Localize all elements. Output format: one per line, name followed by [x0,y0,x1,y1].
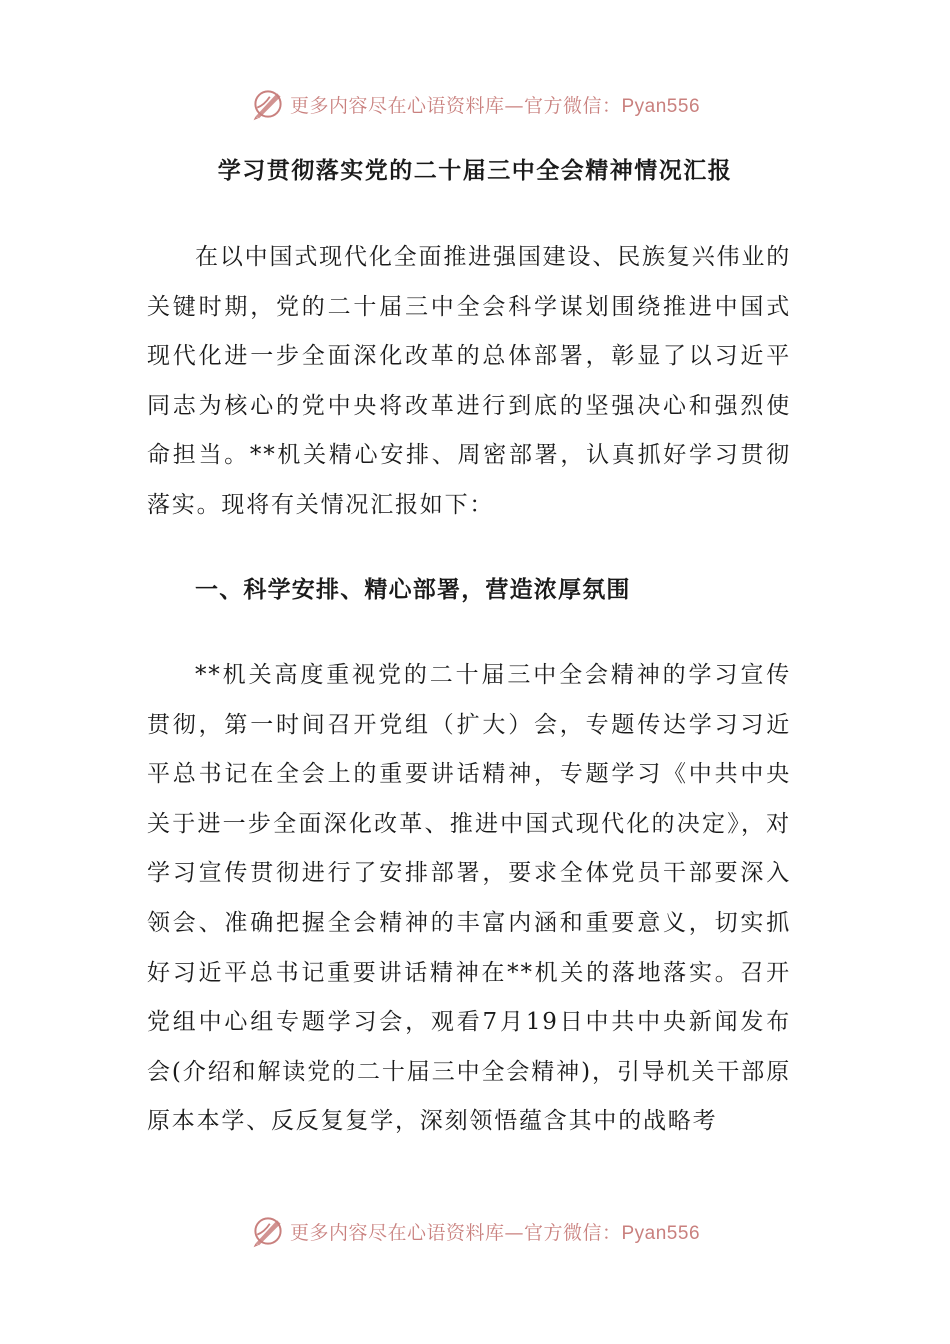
watermark-banner-top [0,84,950,124]
pen-logo-icon [250,1213,286,1249]
watermark-banner-bottom [0,1211,950,1251]
document-title: 学习贯彻落实党的二十届三中全会精神情况汇报 [217,158,733,184]
paragraph-section-1: **机关高度重视党的二十届三中全会精神的学习宣传贯彻，第一时间召开党组（扩大）会，专题传达学习习近平总书记在全会上的重要讲话精神，专题学习《中共中央关于进一步全面深化改革、推进中国式现代化的决定》，对学习宣传贯彻进行了安排部署，要求全体党员干部要深入领会、准确把握全会精神的丰富内涵和重要意义，切实抓好习近平总书记重要讲话精神在**机关的落地落实。召开党组中心组专题学习会，观看7月19日中共中央新闻发布会(介绍和解读党的二十届三中全会精神)，引导机关干部原原本本学、反反复复学，深刻领悟蕴含其中的战略考 [147,662,791,1135]
paragraph-intro: 在以中国式现代化全面推进强国建设、民族复兴伟业的关键时期，党的二十届三中全会科学谋划围绕推进中国式现代化进一步全面深化改革的总体部署，彰显了以习近平同志为核心的党中央将改革进行到底的坚强决心和强烈使命担当。**机关精心安排、周密部署，认真抓好学习贯彻落实。现将有关情况汇报如下： [147,244,791,518]
section-heading-1: 一、科学安排、精心部署，营造浓厚氛围 [195,577,631,603]
watermark-text: 更多内容尽在心语资料库—官方微信：Pyan556 [289,1221,701,1244]
wechat-id: Pyan556 [621,1222,701,1244]
pen-logo-icon [250,86,286,122]
wechat-id: Pyan556 [621,95,701,117]
watermark-text: 更多内容尽在心语资料库—官方微信：Pyan556 [289,94,701,117]
